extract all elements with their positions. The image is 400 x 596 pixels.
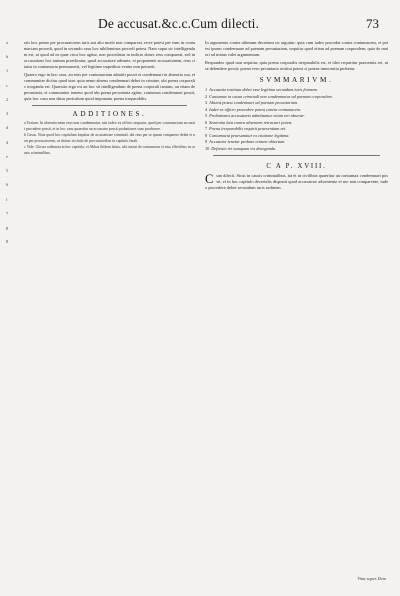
left-column: [24, 40, 195, 157]
summary-item-number: 1: [205, 87, 208, 93]
chapter-title: C A P. XVIII.: [266, 162, 327, 170]
summary-item-text: Sententia lata contra absentem retractari potest.: [209, 119, 293, 125]
body-paragraph: In argumento contra ultimum decretum sic arguitur: quia cum iudex procedat contra contumacem, et potest ipsum condemnare ad poenam pecuniariam, sequitur quod etiam ad poenam corporalem, quia de maiori ad minus valet argumentum.: [205, 40, 388, 58]
summary-item-text: Absens potest condemnari ad poenam pecuniariam.: [209, 100, 299, 106]
catchword: Vitae super. Dein: [357, 576, 386, 581]
additiones-title: ADDITIONES.: [72, 110, 147, 119]
margin-mark: 2: [6, 96, 9, 102]
summary-item: [205, 139, 388, 145]
running-head: De accusat.&c.c.Cum dilecti.: [98, 16, 259, 31]
summary-item-number: 5: [205, 113, 208, 119]
page-number: 73: [366, 16, 379, 31]
chapter-opening-text: um dilecti. Sicut in causis criminalibus, ita et in civilibus quaeritur an contumax condemnari possit, et in hoc capitulo decretalis disponit quod accusatore adveniente et reo non comparente, iudex procedere debet secundum iuris ordinem.: [205, 172, 388, 190]
summary-item-text: Contumacia praesumitur ex citatione legitima.: [209, 132, 290, 138]
margin-mark: 1: [6, 68, 9, 74]
summary-item: [205, 87, 388, 93]
chapter-opening: [205, 173, 388, 191]
summary-item-text: Defensio rei nunquam est deneganda.: [211, 145, 277, 151]
summary-item-number: 2: [205, 93, 208, 99]
margin-mark: g: [6, 225, 9, 231]
summary-item-number: 3: [205, 100, 208, 106]
summary-item: [205, 146, 388, 152]
summary-item: [205, 107, 388, 113]
body-paragraph: etis hoc primo per procuratorem iuris aut alio modo non compareat, recte potest per eum in contumaciam procedi, quod in secundo casu hoc nihilominus procedi potest. Nam caput sic intelligendum est, ut quod ad ea quae circa hoc agitur, non procedatur in iudicio donec reus compareat, sed in accusatione hoc tantum praedicatur, quod accusatore adeunte, et proponente accusationem, reus citatus in contumacia permanserit, vel legitime impeditus venire non potuerit.: [24, 40, 195, 70]
summary-item-number: 7: [205, 126, 208, 132]
summary-item: [205, 94, 388, 100]
summary-item-text: Poena irreparabilis requirit praesentiam rei.: [209, 126, 287, 132]
margin-mark: 7: [6, 210, 9, 216]
addition-note: c Vide. Glossa ordinaria in hoc capitulo, et Abbas ibidem latius, ubi tractat de contumacia et eius effectibus in causis criminalibus.: [24, 145, 195, 155]
summary-item-number: 6: [205, 119, 208, 125]
margin-annotations: [6, 40, 20, 254]
margin-mark: a: [6, 40, 8, 45]
divider: [32, 105, 187, 106]
margin-mark: b: [6, 54, 9, 60]
margin-mark: 6: [6, 182, 9, 188]
divider: [213, 155, 380, 156]
margin-mark: 3: [6, 111, 9, 117]
body-paragraph: Respondeo quod non sequitur, quia poena corporalis irreparabilis est, et ideo requiritur praesentia rei, ut se defendere possit; poena vero pecuniaria restitui potest si postea innocentia probetur.: [205, 60, 388, 72]
right-column: [205, 40, 388, 191]
margin-mark: 4: [6, 139, 9, 145]
summarium-list: [205, 87, 388, 151]
summary-item-text: Probationes accusatoris admittuntur etiam reo absente.: [209, 113, 305, 119]
summary-item-number: 10: [205, 145, 210, 151]
summary-item: [205, 126, 388, 132]
summary-item: [205, 113, 388, 119]
summary-item-number: 8: [205, 132, 208, 138]
margin-mark: 8: [6, 239, 9, 245]
summary-item-number: 9: [205, 139, 208, 145]
body-paragraph: Quaero ergo in hoc casu, an reus per contumaciam admitti possit et condemnari in absentia sua, et communiter dicitur quod non: quia nemo absens condemnari debet in crimine, ubi poena corporalis irroganda est. Quaestio ergo est an hoc sit intelligendum de poena corporali tantum, an etiam de pecuniaria, et communiter tenetur quod ubi poena pecuniaria agitur, contumax condemnari possit, quia hoc casu non datur periculum quod imponatur poena irreparabilis.: [24, 72, 195, 102]
addition-note: a Textum. In absentia enim reus non condemnatur, nisi iudex ex officio sequatur, quod per contumaciam accusati procedere possit, et in hoc casu quaeritur an accusator possit probationes suas producere.: [24, 121, 195, 131]
margin-mark: c: [6, 82, 8, 88]
summary-item: [205, 133, 388, 139]
summary-item: [205, 120, 388, 126]
addition-note: b Casus. Nota quod hoc capitulum loquitur de accusatione criminali, ubi reus per se ipsum comparere debet et non per procuratorem, ut dicitur in titulo de procuratoribus in capitulo finali.: [24, 133, 195, 143]
summarium-title: SVMMARIVM.: [259, 76, 334, 85]
margin-mark: f: [6, 196, 8, 202]
summary-item-number: 4: [205, 106, 208, 112]
margin-mark: d: [6, 125, 9, 131]
summary-item-text: Contumax in causa criminali non condemnatur ad poenam corporalem.: [209, 93, 333, 99]
summary-item-text: Accusatio instituta debet esse legitima secundum iuris formam.: [209, 87, 318, 93]
summary-item-text: Accusator tenetur probare crimen obiectum.: [209, 139, 286, 145]
drop-cap: C: [205, 171, 214, 186]
summary-item-text: Iudex ex officio procedere potest contra contumacem.: [209, 106, 302, 112]
margin-mark: 5: [6, 168, 9, 174]
margin-mark: e: [6, 153, 8, 159]
summary-item: [205, 100, 388, 106]
